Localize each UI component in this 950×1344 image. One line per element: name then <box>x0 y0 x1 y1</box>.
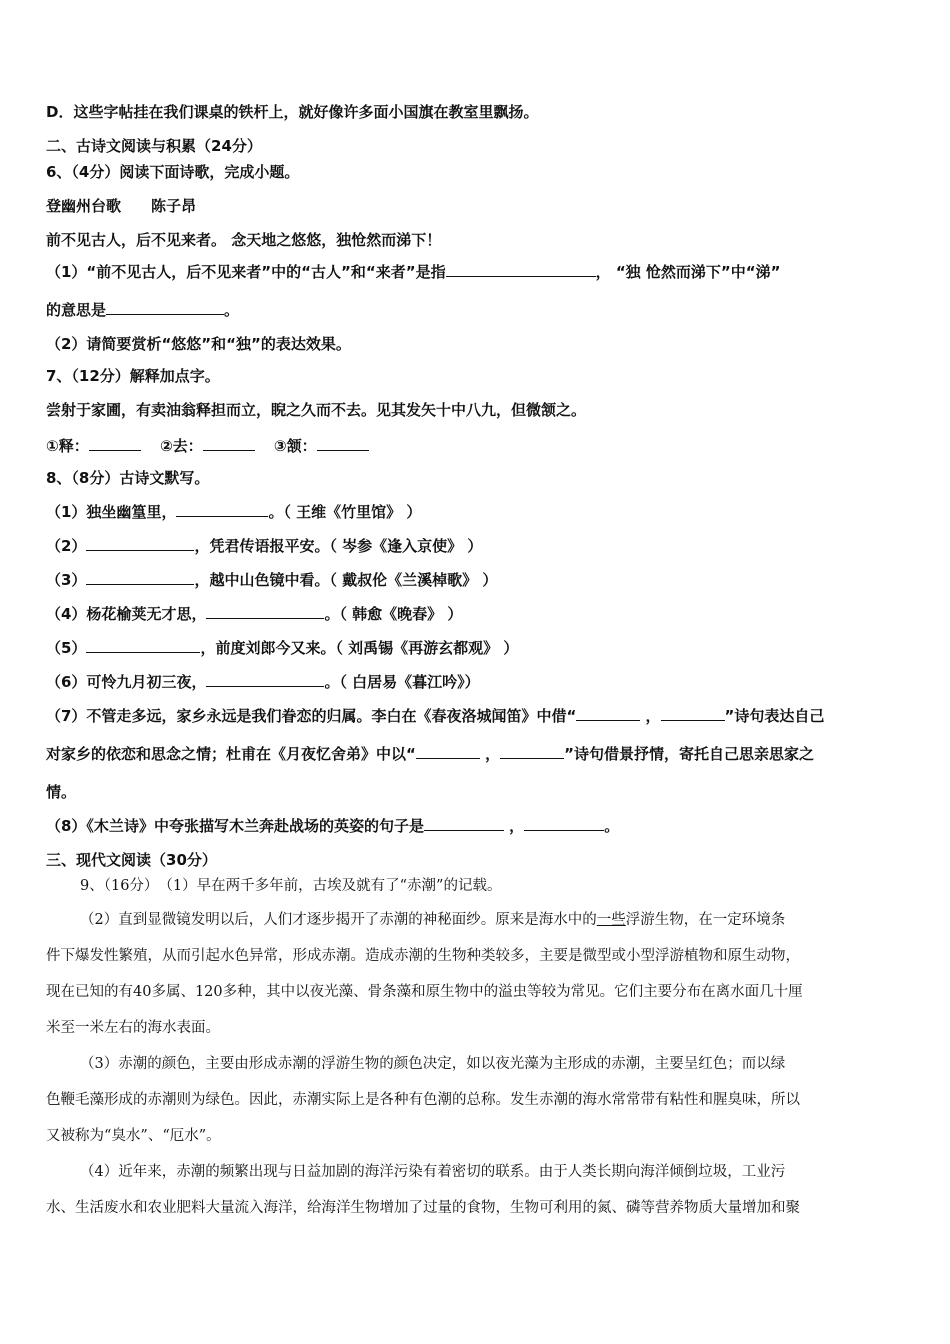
answer-blank[interactable] <box>86 570 194 585</box>
q8-sub8: （8）《木兰诗》中夸张描写木兰奔赴战场的英姿的句子是 ， 。 <box>46 817 620 835</box>
section-2-heading: 二、古诗文阅读与积累（24分） <box>46 137 262 155</box>
answer-blank[interactable] <box>576 706 640 721</box>
option-d: D．这些字帖挂在我们课桌的铁杆上，就好像许多面小国旗在教室里飘扬。 <box>46 103 539 121</box>
q8-sub7-line1: （7）不管走多远，家乡永远是我们眷恋的归属。李白在《春夜洛城闻笛》中借“ ， ”诗句表达自己 <box>46 707 825 725</box>
answer-blank[interactable] <box>446 262 596 277</box>
section-3-heading: 三、现代文阅读（30分） <box>46 851 217 869</box>
q8-sub4: （4）杨花榆荚无才思， 。（ 韩愈《晚春》 ） <box>46 605 463 623</box>
answer-blank[interactable] <box>500 744 564 759</box>
answer-blank[interactable] <box>206 604 324 619</box>
q9-para-3-line1: （3）赤潮的颜色，主要由形成赤潮的浮游生物的颜色决定，如以夜光藻为主形成的赤潮，主要呈红色；而以绿 <box>80 1056 786 1072</box>
q8-sub7-line3: 情。 <box>46 783 77 801</box>
q6-stem: 6、（4分）阅读下面诗歌，完成小题。 <box>46 163 300 181</box>
q9-para-1: 9、（16分） （1）早在两千多年前，古埃及就有了“赤潮”的记载。 <box>80 878 502 894</box>
answer-blank[interactable] <box>86 638 200 653</box>
q9-para-3-line2: 色鞭毛藻形成的赤潮则为绿色。因此，赤潮实际上是各种有色潮的总称。发生赤潮的海水常常带有粘性和腥臭味，所以 <box>46 1092 800 1108</box>
answer-blank[interactable] <box>661 706 725 721</box>
q9-para-2-line1: （2）直到显微镜发明以后，人们才逐步揭开了赤潮的神秘面纱。原来是海水中的一些浮游生物，在一定环境条 <box>80 912 786 928</box>
q8-sub3: （3） ，越中山色镜中看。（ 戴叔伦《兰溪棹歌》 ） <box>46 571 498 589</box>
answer-blank[interactable] <box>317 436 369 451</box>
poem-text: 前不见古人，后不见来者。 念天地之悠悠，独怆然而涕下！ <box>46 231 442 249</box>
answer-blank[interactable] <box>106 300 224 315</box>
answer-blank[interactable] <box>86 536 194 551</box>
q7-text: 尝射于家圃，有卖油翁释担而立，睨之久而不去。见其发矢十中八九，但微颔之。 <box>46 401 587 419</box>
answer-blank[interactable] <box>206 672 324 687</box>
poem-heading <box>46 196 196 216</box>
q9-para-2-line4: 米至一米左右的海水表面。 <box>46 1020 220 1036</box>
q6-sub2: （2）请简要赏析“悠悠”和“独”的表达效果。 <box>46 335 351 353</box>
answer-blank[interactable] <box>89 436 141 451</box>
answer-blank[interactable] <box>424 816 504 831</box>
answer-blank[interactable] <box>416 744 480 759</box>
q8-stem: 8、（8分）古诗文默写。 <box>46 469 210 487</box>
poem-author: 陈子昂 <box>151 197 197 215</box>
q8-sub2: （2） ，凭君传语报平安。（ 岑参《逢入京使》 ） <box>46 537 483 555</box>
q7-items: ①释： ②去： ③颔： <box>46 436 369 456</box>
q6-sub1-line2: 的意思是 。 <box>46 301 240 319</box>
q8-sub7-line2: 对家乡的依恋和思念之情；杜甫在《月夜忆舍弟》中以“ ， ”诗句借景抒情，寄托自己思亲思家之 <box>46 745 814 763</box>
q6-sub1-line1: （1）“前不见古人，后不见来者”中的“古人”和“来者”是指 ， “独 怆然而涕下”中“涕” <box>46 263 781 281</box>
q8-sub5: （5） ，前度刘郎今又来。（ 刘禹锡《再游玄都观》 ） <box>46 639 519 657</box>
q8-sub6: （6）可怜九月初三夜， 。（ 白居易《暮江吟》） <box>46 673 480 691</box>
q7-stem: 7、（12分）解释加点字。 <box>46 367 220 385</box>
poem-title: 登幽州台歌 <box>46 197 122 215</box>
q9-para-2-line2: 件下爆发性繁殖，从而引起水色异常，形成赤潮。造成赤潮的生物种类较多，主要是微型或小型浮游植物和原生动物， <box>46 948 800 964</box>
q9-para-2-line3: 现在已知的有40多属、120多种，其中以夜光藻、骨条藻和原生物中的溢虫等较为常见。它们主要分布在离水面几十厘 <box>46 984 803 1000</box>
q9-para-3-line3: 又被称为“臭水”、“厄水”。 <box>46 1128 221 1144</box>
q9-para-4-line2: 水、生活废水和农业肥料大量流入海洋，给海洋生物增加了过量的食物，生物可利用的氮、磷等营养物质大量增加和聚 <box>46 1200 800 1216</box>
q8-sub1: （1）独坐幽篁里， 。（ 王维《竹里馆》 ） <box>46 503 422 521</box>
answer-blank[interactable] <box>203 436 255 451</box>
answer-blank[interactable] <box>176 502 268 517</box>
q9-para-4-line1: （4）近年来，赤潮的频繁出现与日益加剧的海洋污染有着密切的联系。由于人类长期向海洋倾倒垃圾，工业污 <box>80 1164 786 1180</box>
answer-blank[interactable] <box>524 816 604 831</box>
